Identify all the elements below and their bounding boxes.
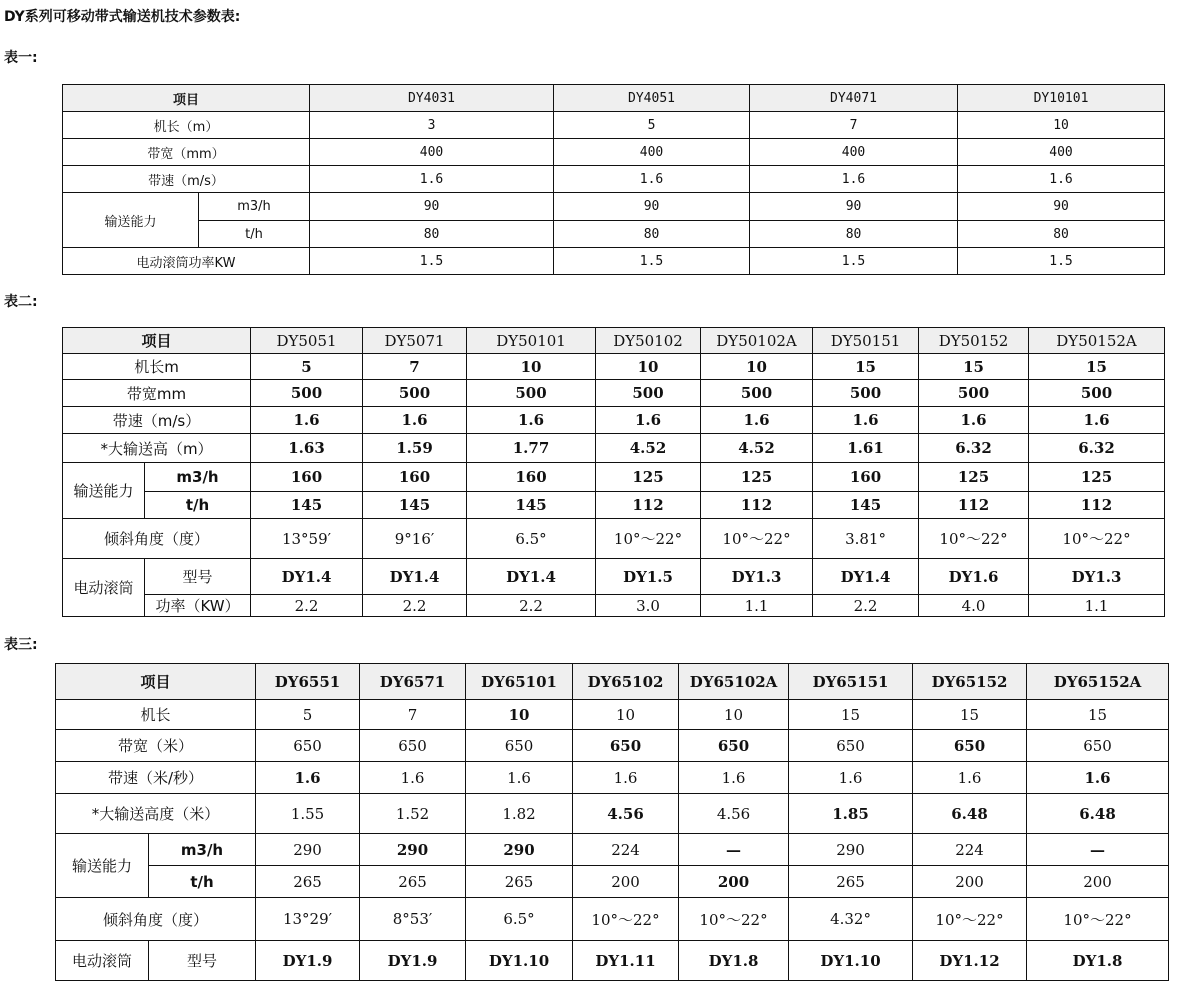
table-cell: 5	[554, 112, 750, 139]
model-header: DY4031	[310, 85, 554, 112]
row-label: 带宽mm	[63, 380, 251, 407]
table-cell: 1.6	[256, 762, 360, 794]
unit-label: 功率（KW）	[145, 595, 251, 617]
table-cell: 1.85	[789, 794, 913, 834]
table-row	[56, 730, 1169, 762]
table-cell: 500	[1029, 380, 1165, 407]
table-cell: 8°53′	[360, 898, 466, 941]
table-cell: 1.6	[813, 407, 919, 434]
table-cell: 1.6	[596, 407, 701, 434]
table-cell: 4.0	[919, 595, 1029, 617]
table-cell: 2.2	[813, 595, 919, 617]
table-cell: 10	[467, 354, 596, 380]
table-cell: DY1.10	[789, 941, 913, 981]
row-group-label: 输送能力	[63, 463, 145, 519]
table2-heading: 表二:	[4, 294, 38, 310]
table-cell: 145	[251, 492, 363, 519]
model-header: DY10101	[958, 85, 1165, 112]
table-cell: DY1.9	[256, 941, 360, 981]
table-cell: 90	[554, 193, 750, 221]
table-cell: 1.52	[360, 794, 466, 834]
unit-label: t/h	[145, 492, 251, 519]
table-cell: 3.81°	[813, 519, 919, 559]
table-row	[63, 248, 1165, 275]
table-cell: 1.6	[701, 407, 813, 434]
table-row	[63, 407, 1165, 434]
table-cell: 112	[701, 492, 813, 519]
table-cell: 650	[256, 730, 360, 762]
table-cell: 160	[251, 463, 363, 492]
table-cell: 1.6	[554, 166, 750, 193]
unit-label: 型号	[149, 941, 256, 981]
table-row	[63, 193, 1165, 221]
table-cell: 400	[310, 139, 554, 166]
table-cell: 400	[750, 139, 958, 166]
table-cell: 500	[251, 380, 363, 407]
table-cell: 3	[310, 112, 554, 139]
table-row	[63, 595, 1165, 617]
model-header: DY50151	[813, 328, 919, 354]
table-cell: 290	[466, 834, 573, 866]
table-cell: 80	[554, 221, 750, 248]
table-cell: 10	[701, 354, 813, 380]
model-header: DY65152A	[1027, 664, 1169, 700]
table-cell: 145	[467, 492, 596, 519]
table-cell: 160	[813, 463, 919, 492]
table-cell: 1.6	[789, 762, 913, 794]
row-label: 机长m	[63, 354, 251, 380]
table-cell: 1.6	[310, 166, 554, 193]
table-cell: 7	[363, 354, 467, 380]
table-cell: 2.2	[363, 595, 467, 617]
table-cell: 1.6	[467, 407, 596, 434]
model-header: DY50102A	[701, 328, 813, 354]
table-cell: 200	[679, 866, 789, 898]
table-cell: DY1.11	[573, 941, 679, 981]
table-cell: DY1.3	[1029, 559, 1165, 595]
table-cell: 10	[958, 112, 1165, 139]
table-cell: 15	[789, 700, 913, 730]
table-row	[56, 866, 1169, 898]
table-cell: 80	[310, 221, 554, 248]
table-cell: 90	[958, 193, 1165, 221]
model-header: DY4071	[750, 85, 958, 112]
table-cell: 125	[919, 463, 1029, 492]
row-label: *大输送高度（米）	[56, 794, 256, 834]
table-cell: 4.56	[573, 794, 679, 834]
table-cell: 90	[310, 193, 554, 221]
table-cell: 1.5	[554, 248, 750, 275]
row-group-label: 电动滚筒	[63, 559, 145, 617]
table-cell: 650	[679, 730, 789, 762]
item-header: 项目	[56, 664, 256, 700]
table-cell: DY1.9	[360, 941, 466, 981]
table-row	[56, 794, 1169, 834]
table-cell: 1.6	[466, 762, 573, 794]
table-cell: 125	[701, 463, 813, 492]
table-cell: 10	[573, 700, 679, 730]
table-row	[63, 139, 1165, 166]
table-cell: 145	[813, 492, 919, 519]
table-cell: 10°～22°	[679, 898, 789, 941]
model-header: DY50152	[919, 328, 1029, 354]
table-cell: 500	[919, 380, 1029, 407]
table-cell: 10°～22°	[913, 898, 1027, 941]
table-row	[56, 700, 1169, 730]
model-header: DY65151	[789, 664, 913, 700]
table-cell: DY1.12	[913, 941, 1027, 981]
table-cell: 1.6	[573, 762, 679, 794]
table-cell: 400	[958, 139, 1165, 166]
table-row	[63, 221, 1165, 248]
table-cell: 500	[363, 380, 467, 407]
table-cell: 125	[596, 463, 701, 492]
table-row	[63, 492, 1165, 519]
table-cell: 200	[1027, 866, 1169, 898]
table-cell: 1.82	[466, 794, 573, 834]
table-cell: 4.52	[701, 434, 813, 463]
table-cell: 265	[466, 866, 573, 898]
row-label: 带速（米/秒）	[56, 762, 256, 794]
table-cell: 650	[789, 730, 913, 762]
table-cell: —	[1027, 834, 1169, 866]
table-cell: 15	[1029, 354, 1165, 380]
table-cell: 1.6	[360, 762, 466, 794]
table-row	[63, 85, 1165, 112]
table-cell: 650	[466, 730, 573, 762]
table-row	[56, 762, 1169, 794]
table-cell: 224	[573, 834, 679, 866]
table-row	[63, 328, 1165, 354]
table-cell: 145	[363, 492, 467, 519]
table-cell: 125	[1029, 463, 1165, 492]
row-label: 带速（m/s）	[63, 166, 310, 193]
table-cell: 6.48	[913, 794, 1027, 834]
table-cell: 15	[919, 354, 1029, 380]
table-cell: 1.6	[750, 166, 958, 193]
table-cell: 1.6	[1029, 407, 1165, 434]
table-cell: 265	[789, 866, 913, 898]
table-cell: —	[679, 834, 789, 866]
item-header: 项目	[63, 85, 310, 112]
table-cell: 4.56	[679, 794, 789, 834]
table-cell: 80	[750, 221, 958, 248]
spec-table-2	[62, 327, 1165, 617]
table-cell: 1.55	[256, 794, 360, 834]
table-cell: DY1.4	[467, 559, 596, 595]
table-cell: 1.6	[919, 407, 1029, 434]
table-row	[56, 834, 1169, 866]
table-cell: 10°～22°	[596, 519, 701, 559]
table-cell: 2.2	[251, 595, 363, 617]
model-header: DY5051	[251, 328, 363, 354]
table-cell: 2.2	[467, 595, 596, 617]
table-cell: 200	[913, 866, 1027, 898]
table-cell: 10°～22°	[919, 519, 1029, 559]
table1-heading: 表一:	[4, 50, 38, 66]
unit-label: m3/h	[199, 193, 310, 221]
table-cell: 3.0	[596, 595, 701, 617]
table-cell: 7	[750, 112, 958, 139]
model-header: DY65101	[466, 664, 573, 700]
table-cell: 265	[360, 866, 466, 898]
table-cell: 400	[554, 139, 750, 166]
model-header: DY5071	[363, 328, 467, 354]
table-cell: 500	[596, 380, 701, 407]
table-cell: 15	[913, 700, 1027, 730]
row-label: 带速（m/s）	[63, 407, 251, 434]
table-cell: DY1.4	[251, 559, 363, 595]
table-cell: 10°～22°	[701, 519, 813, 559]
unit-label: 型号	[145, 559, 251, 595]
model-header: DY50102	[596, 328, 701, 354]
table-cell: 1.6	[679, 762, 789, 794]
table-cell: 6.32	[919, 434, 1029, 463]
table-cell: 1.77	[467, 434, 596, 463]
table-cell: 7	[360, 700, 466, 730]
row-group-label: 输送能力	[63, 193, 199, 248]
table-row	[63, 112, 1165, 139]
row-label: 倾斜角度（度）	[56, 898, 256, 941]
row-group-label: 输送能力	[56, 834, 149, 898]
table-row	[63, 519, 1165, 559]
table-cell: 650	[573, 730, 679, 762]
unit-label: m3/h	[149, 834, 256, 866]
model-header: DY65102	[573, 664, 679, 700]
table-cell: 13°59′	[251, 519, 363, 559]
table-cell: 290	[360, 834, 466, 866]
table-cell: DY1.4	[813, 559, 919, 595]
table-cell: 9°16′	[363, 519, 467, 559]
table-cell: 1.1	[1029, 595, 1165, 617]
unit-label: t/h	[199, 221, 310, 248]
model-header: DY6571	[360, 664, 466, 700]
unit-label: t/h	[149, 866, 256, 898]
table-row	[63, 354, 1165, 380]
row-label: 机长（m）	[63, 112, 310, 139]
table-cell: 1.1	[701, 595, 813, 617]
table-cell: 160	[467, 463, 596, 492]
table-cell: 500	[467, 380, 596, 407]
table-cell: DY1.5	[596, 559, 701, 595]
row-group-label: 电动滚筒	[56, 941, 149, 981]
table-cell: DY1.8	[679, 941, 789, 981]
table-cell: 10°～22°	[573, 898, 679, 941]
table-cell: 112	[1029, 492, 1165, 519]
table-cell: 112	[919, 492, 1029, 519]
spec-table-1	[62, 84, 1165, 275]
model-header: DY50101	[467, 328, 596, 354]
table-cell: 160	[363, 463, 467, 492]
table-cell: 15	[813, 354, 919, 380]
table-row	[63, 559, 1165, 595]
table-cell: 5	[251, 354, 363, 380]
table-row	[63, 380, 1165, 407]
table-cell: 6.48	[1027, 794, 1169, 834]
table-cell: 1.6	[363, 407, 467, 434]
table-row	[63, 166, 1165, 193]
table-cell: 290	[789, 834, 913, 866]
table-cell: 6.5°	[467, 519, 596, 559]
table-cell: 4.32°	[789, 898, 913, 941]
table-cell: 15	[1027, 700, 1169, 730]
table-cell: 1.61	[813, 434, 919, 463]
table-cell: 10	[596, 354, 701, 380]
table-cell: 10	[679, 700, 789, 730]
table-cell: 1.6	[251, 407, 363, 434]
table-cell: 650	[913, 730, 1027, 762]
table-cell: 13°29′	[256, 898, 360, 941]
row-label: *大输送高（m）	[63, 434, 251, 463]
table-cell: 200	[573, 866, 679, 898]
table-cell: 1.5	[750, 248, 958, 275]
table-cell: 6.5°	[466, 898, 573, 941]
table-cell: 1.5	[958, 248, 1165, 275]
table-cell: 90	[750, 193, 958, 221]
table-cell: 1.6	[958, 166, 1165, 193]
spec-table-3	[55, 663, 1169, 981]
table-cell: DY1.4	[363, 559, 467, 595]
model-header: DY65152	[913, 664, 1027, 700]
model-header: DY6551	[256, 664, 360, 700]
table-row	[56, 664, 1169, 700]
model-header: DY65102A	[679, 664, 789, 700]
table3-heading: 表三:	[4, 637, 38, 653]
table-cell: DY1.8	[1027, 941, 1169, 981]
table-cell: 5	[256, 700, 360, 730]
table-cell: 10°～22°	[1027, 898, 1169, 941]
table-cell: 290	[256, 834, 360, 866]
table-cell: DY1.10	[466, 941, 573, 981]
table-cell: 265	[256, 866, 360, 898]
table-row	[56, 898, 1169, 941]
table-cell: DY1.3	[701, 559, 813, 595]
row-label: 电动滚筒功率KW	[63, 248, 310, 275]
table-cell: DY1.6	[919, 559, 1029, 595]
table-cell: 1.6	[1027, 762, 1169, 794]
table-row	[63, 463, 1165, 492]
table-cell: 500	[813, 380, 919, 407]
table-cell: 500	[701, 380, 813, 407]
table-cell: 650	[360, 730, 466, 762]
table-row	[63, 434, 1165, 463]
table-cell: 112	[596, 492, 701, 519]
row-label: 带宽（米）	[56, 730, 256, 762]
table-cell: 1.5	[310, 248, 554, 275]
table-row	[56, 941, 1169, 981]
table-cell: 10°～22°	[1029, 519, 1165, 559]
table-cell: 650	[1027, 730, 1169, 762]
table-cell: 4.52	[596, 434, 701, 463]
row-label: 带宽（mm）	[63, 139, 310, 166]
model-header: DY4051	[554, 85, 750, 112]
table-cell: 80	[958, 221, 1165, 248]
model-header: DY50152A	[1029, 328, 1165, 354]
page-title: DY系列可移动带式输送机技术参数表:	[4, 9, 241, 25]
table-cell: 6.32	[1029, 434, 1165, 463]
table-cell: 224	[913, 834, 1027, 866]
row-label: 倾斜角度（度）	[63, 519, 251, 559]
table-cell: 1.6	[913, 762, 1027, 794]
item-header: 项目	[63, 328, 251, 354]
table-cell: 10	[466, 700, 573, 730]
table-cell: 1.59	[363, 434, 467, 463]
table-cell: 1.63	[251, 434, 363, 463]
unit-label: m3/h	[145, 463, 251, 492]
row-label: 机长	[56, 700, 256, 730]
